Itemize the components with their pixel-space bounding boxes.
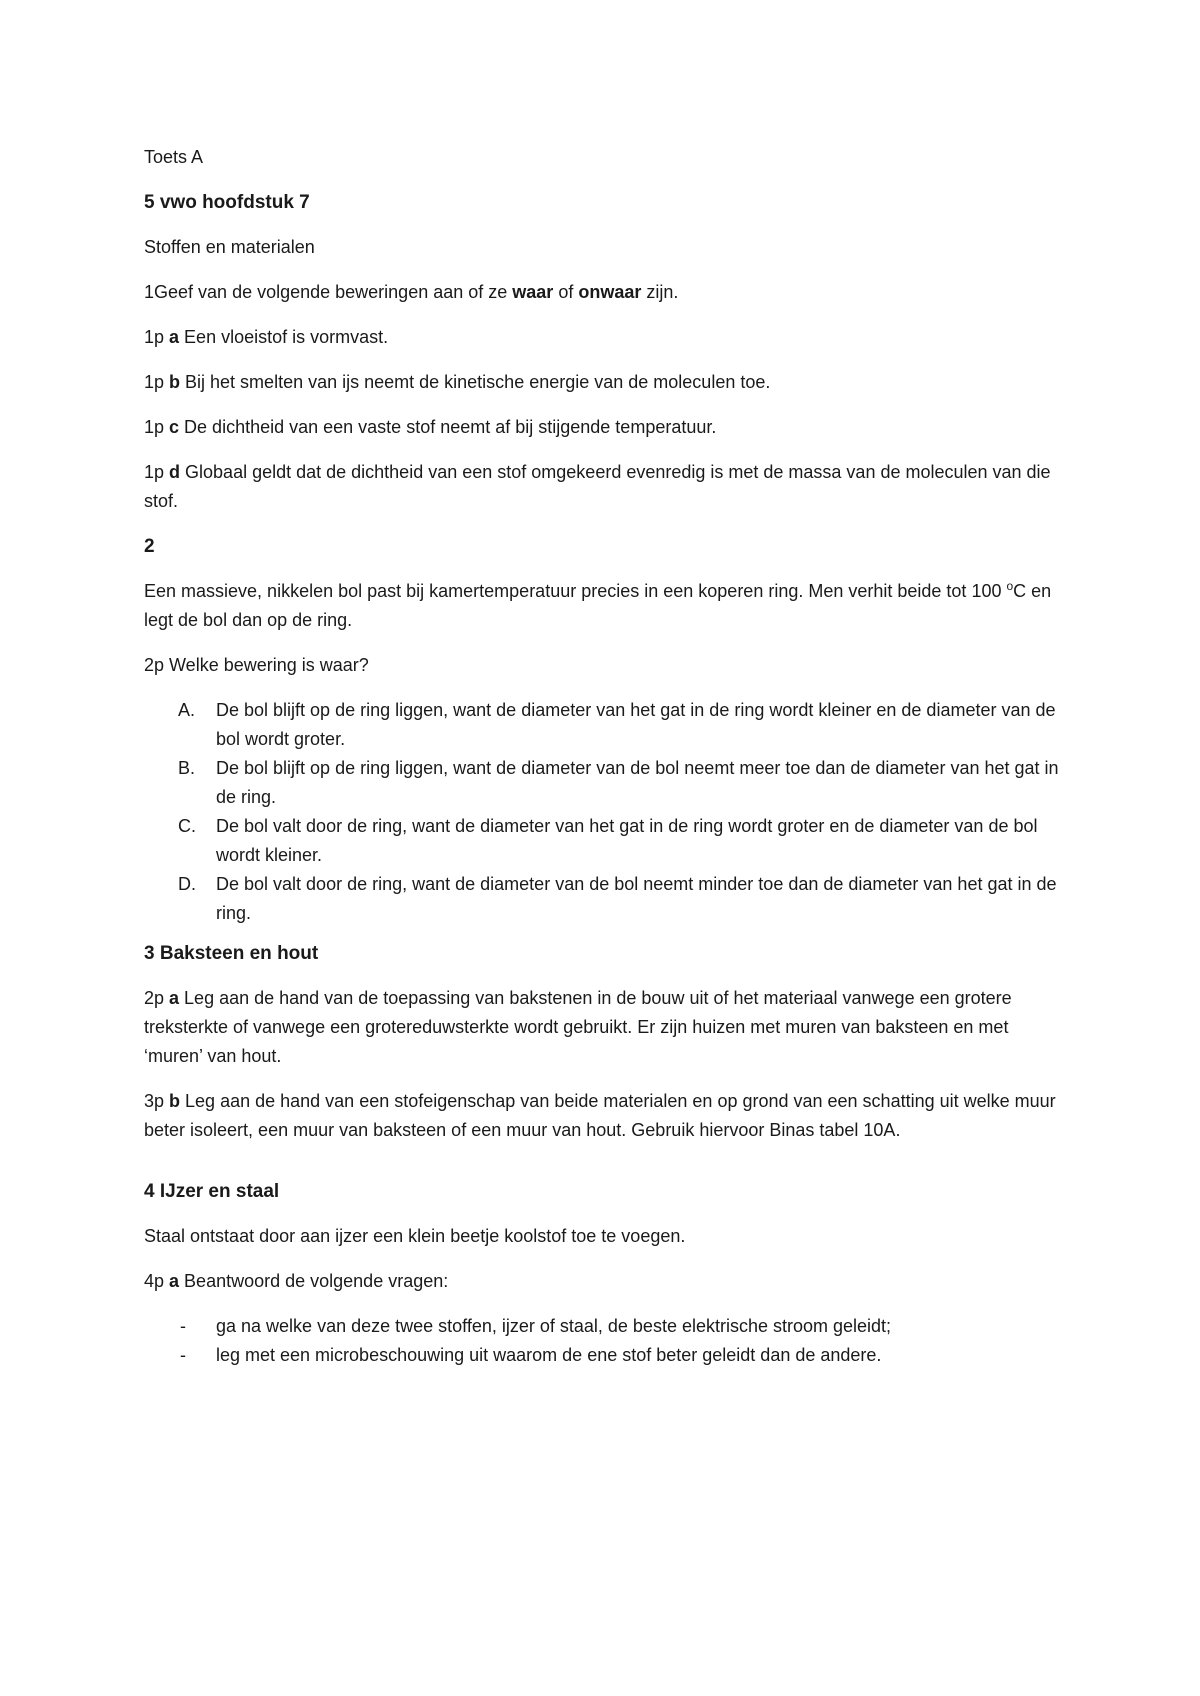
q3-part-a: 2p a Leg aan de hand van de toepassing van bakstenen in de bouw uit of het materiaal vanwege een grotere treksterkte of vanwege een grotereduwsterkte wordt gebruikt. Er zijn huizen met muren van baksteen en met ‘muren’ van hout.: [144, 988, 1012, 1066]
document-page: [144, 143, 1064, 1370]
q1-intro: 1Geef van de volgende beweringen aan of ze waar of onwaar zijn.: [144, 282, 679, 302]
q4-bullets: [144, 1312, 1064, 1370]
q1-item-d: 1p d Globaal geldt dat de dichtheid van een stof omgekeerd evenredig is met de massa van de moleculen van die stof.: [144, 462, 1051, 511]
q2-choice-c: C. De bol valt door de ring, want de diameter van het gat in de ring wordt groter en de diameter van de bol wordt kleiner.: [178, 816, 1038, 865]
q1-onwaar: onwaar: [578, 282, 642, 302]
q1-item-b: 1p b Bij het smelten van ijs neemt de kinetische energie van de moleculen toe.: [144, 372, 771, 392]
spacer: [144, 1161, 1064, 1177]
q1-waar: waar: [512, 282, 554, 302]
course-heading: 5 vwo hoofdstuk 7: [144, 192, 310, 213]
q2-choice-a: A. De bol blijft op de ring liggen, want de diameter van het gat in de ring wordt kleiner en de diameter van de bol wordt groter.: [178, 700, 1056, 749]
q1-item-c: 1p c De dichtheid van een vaste stof neemt af bij stijgende temperatuur.: [144, 417, 717, 437]
degree-sign: o: [1006, 579, 1014, 593]
toets-label: Toets A: [144, 147, 204, 167]
chapter-subtitle: Stoffen en materialen: [144, 237, 315, 257]
q4-context: Staal ontstaat door aan ijzer een klein beetje koolstof toe te voegen.: [144, 1226, 686, 1246]
q2-number: 2: [144, 536, 155, 557]
q2-choice-b: B. De bol blijft op de ring liggen, want de diameter van de bol neemt meer toe dan de diameter van het gat in de ring.: [178, 758, 1059, 807]
q3-part-b: 3p b Leg aan de hand van een stofeigenschap van beide materialen en op grond van een schatting uit welke muur beter isoleert, een muur van baksteen of een muur van hout. Gebruik hiervoor Binas tabel 10A.: [144, 1091, 1056, 1140]
q4-bullet-1: - ga na welke van deze twee stoffen, ijzer of staal, de beste elektrische stroom geleidt;: [180, 1316, 892, 1336]
q2-context: Een massieve, nikkelen bol past bij kamertemperatuur precies in een koperen ring. Men verhit beide tot 100 $^o$C en legt de bol dan op de ring.: [144, 579, 1052, 630]
q2-choices: [144, 696, 1064, 928]
q4-bullet-2: - leg met een microbeschouwing uit waarom de ene stof beter geleidt dan de andere.: [180, 1345, 882, 1365]
q1-number: 1: [144, 282, 155, 302]
q4-title: 4 IJzer en staal: [144, 1181, 280, 1202]
q1-item-a: 1p a Een vloeistof is vormvast.: [144, 327, 389, 347]
q3-title: 3 Baksteen en hout: [144, 943, 319, 964]
q4-part-a: 4p a Beantwoord de volgende vragen:: [144, 1271, 449, 1291]
q2-choice-d: D. De bol valt door de ring, want de diameter van de bol neemt minder toe dan de diameter van het gat in de ring.: [178, 874, 1057, 923]
q2-question: 2p Welke bewering is waar?: [144, 655, 369, 675]
